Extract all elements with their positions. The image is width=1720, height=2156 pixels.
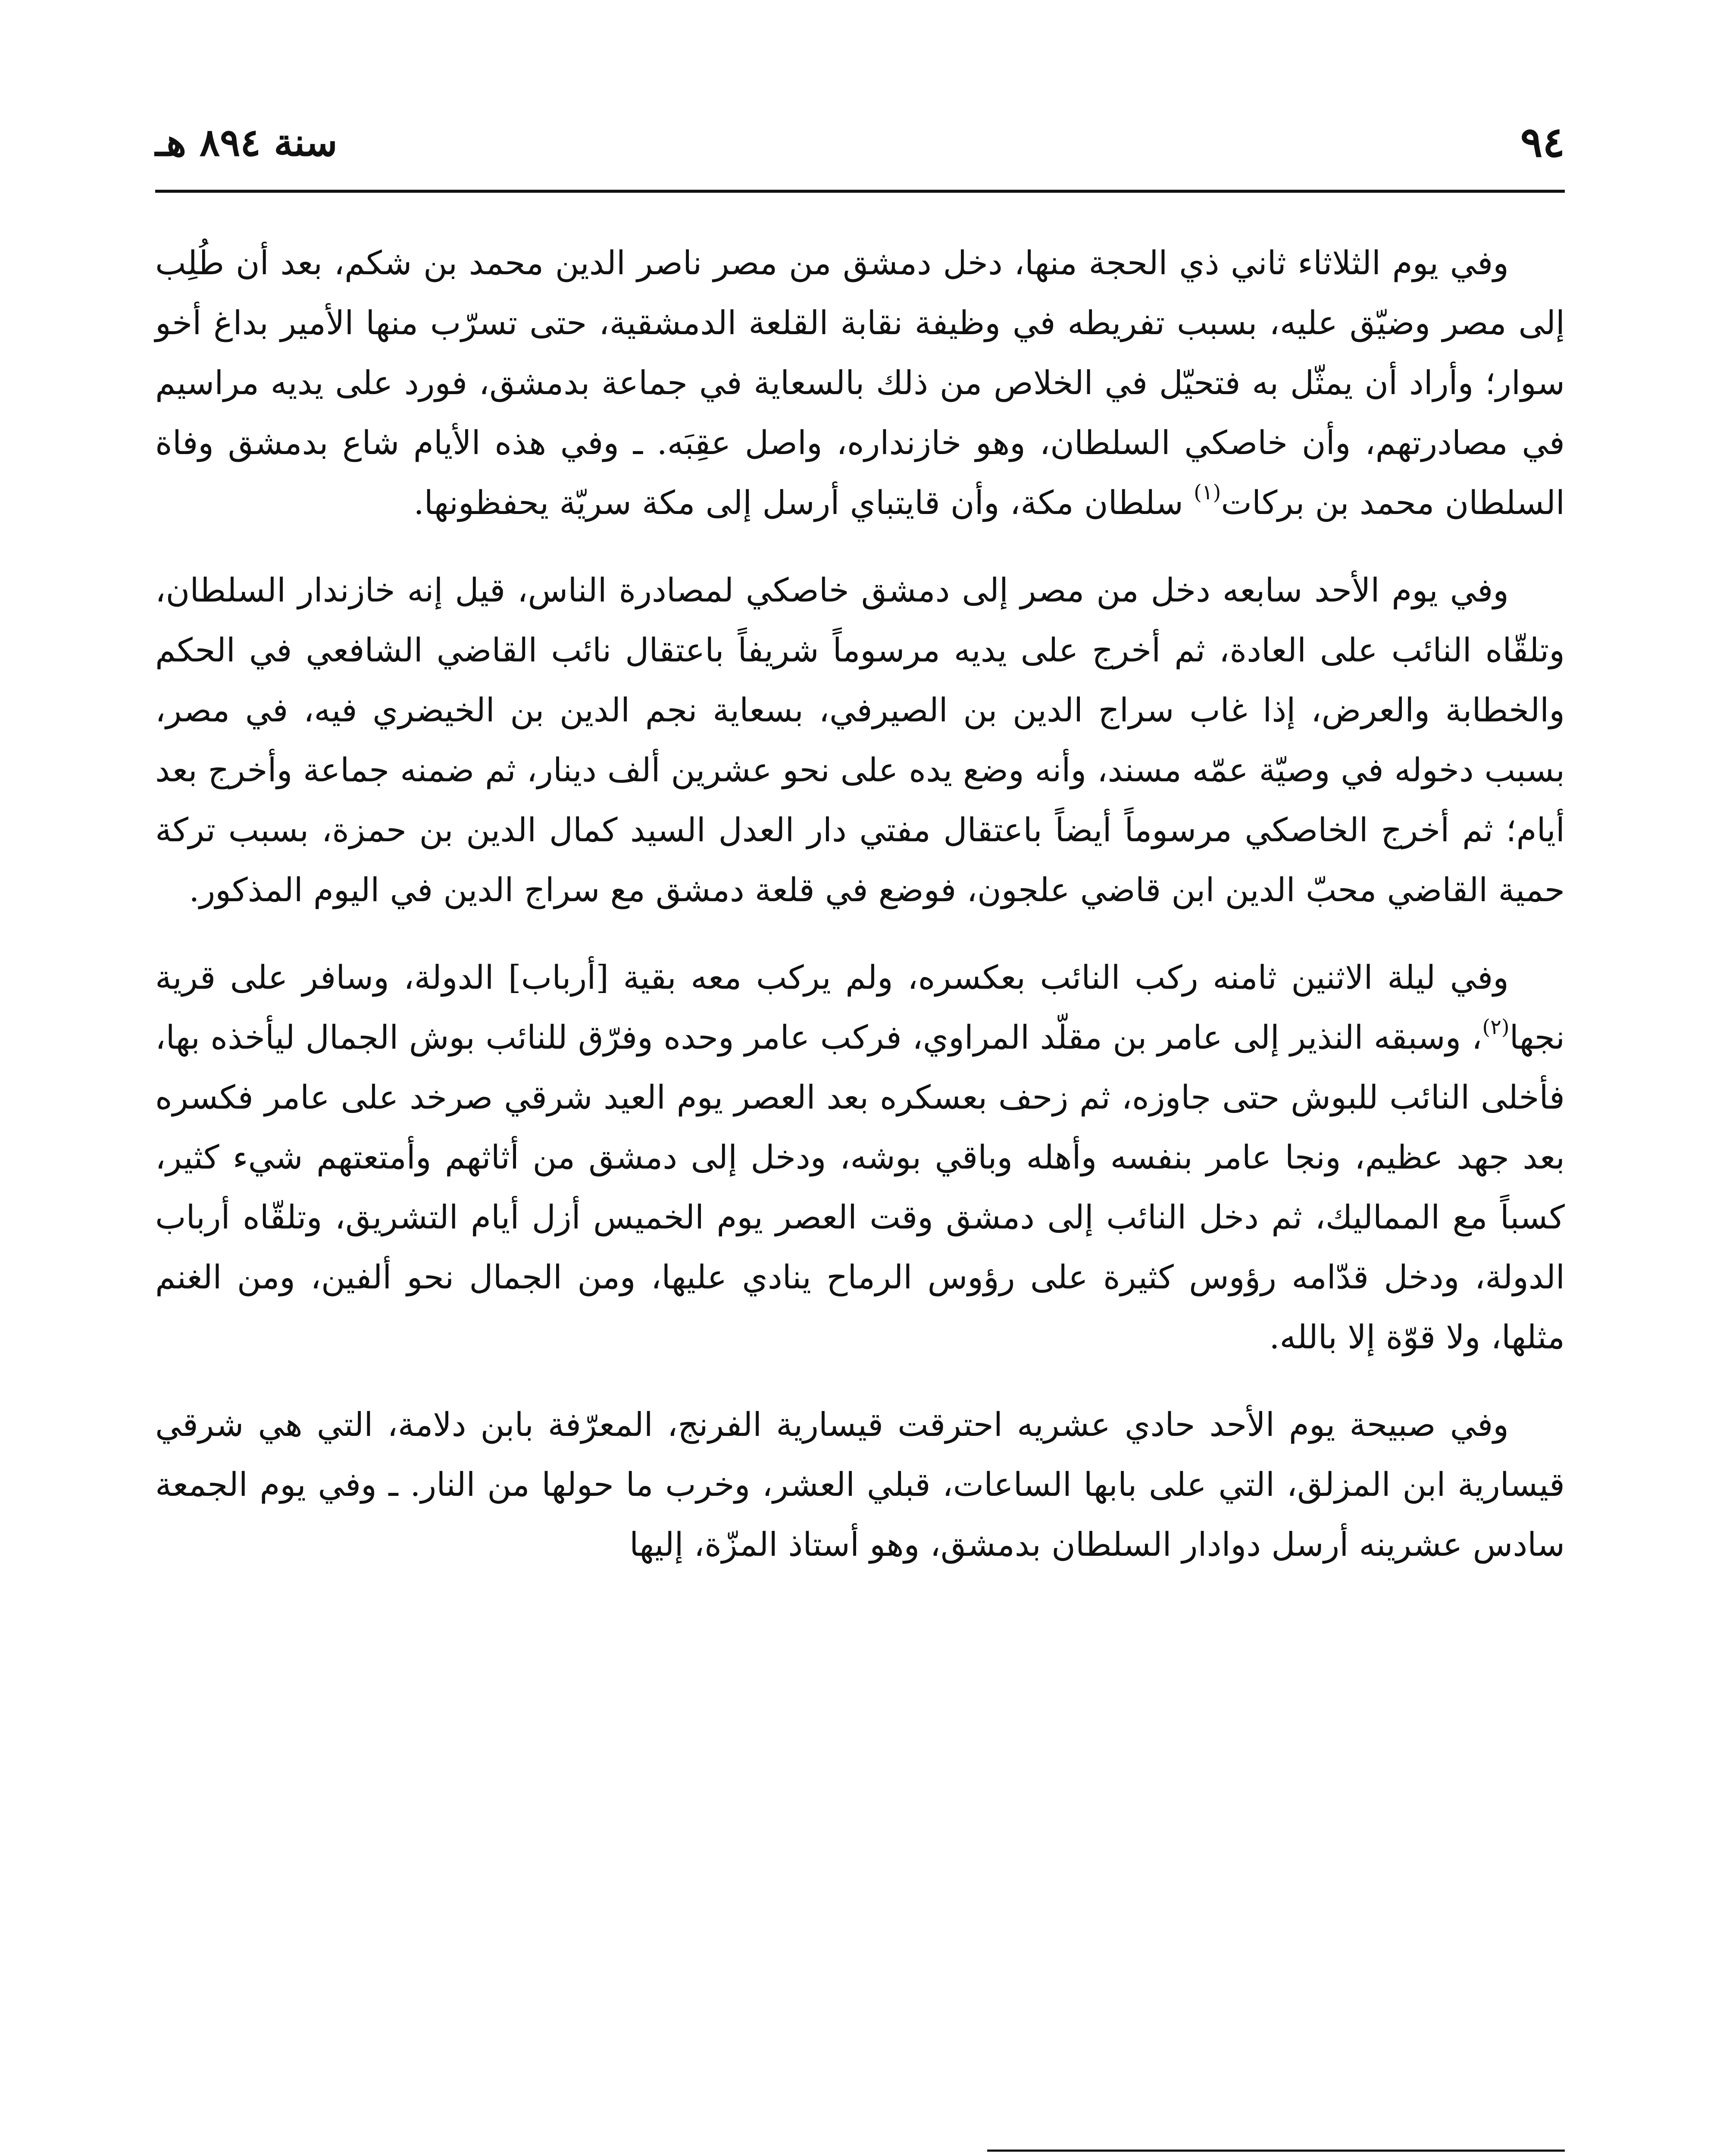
- footnote-separator: [987, 2150, 1565, 2152]
- paragraph: [155, 947, 1565, 1367]
- header-rule: [155, 190, 1565, 193]
- page-header: [155, 108, 1565, 172]
- paragraph: [155, 560, 1565, 920]
- running-head-year: سنة ٨٩٤ هـ: [155, 120, 338, 165]
- paragraph-text: وفي يوم الثلاثاء ثاني ذي الحجة منها، دخل دمشق من مصر ناصر الدين محمد بن شكم، بعد أن طُلِب إلى مصر وضيّق عليه، بسبب تفريطه في وظيفة نقابة القلعة الدمشقية، حتى تسرّب منها الأمير بداغ أخو سوار؛ وأراد أن يمثّل به فتحيّل في الخلاص من ذلك بالسعاية في جماعة بدمشق، فورد على يديه مراسيم في مصادرتهم، وأن خاصكي السلطان، وهو خازنداره، واصل عقِبَه. ـ وفي هذه الأيام شاع بدمشق وفاة السلطان محمد بن بركات: [155, 244, 1565, 522]
- footnote-reference[interactable]: (٢): [1482, 1015, 1510, 1039]
- paragraph-text: سلطان مكة، وأن قايتباي أرسل إلى مكة سريّة يحفظونها.: [413, 483, 1194, 522]
- paragraph-text: وفي ليلة الاثنين ثامنه ركب النائب بعكسره، ولم يركب معه بقية [أرباب] الدولة، وسافر على قرية نجها: [155, 958, 1565, 1056]
- page-number: ٩٤: [1520, 118, 1565, 166]
- footnote-reference[interactable]: (١): [1194, 480, 1221, 505]
- paragraph: [155, 1395, 1565, 1574]
- main-text: [155, 233, 1565, 1602]
- paragraph: [155, 233, 1565, 533]
- paragraph-text: وفي يوم الأحد سابعه دخل من مصر إلى دمشق خاصكي لمصادرة الناس، قيل إنه خازندار السلطان، وتلقّاه النائب على العادة، ثم أخرج على يديه مرسوماً شريفاً باعتقال نائب القاضي الشافعي في الحكم والخطابة والعرض، إذا غاب سراج الدين بن الصيرفي، بسعاية نجم الدين بن الخيضري فيه، في مصر، بسبب دخوله في وصيّة عمّه مسند، وأنه وضع يده على نحو عشرين ألف دينار، ثم ضمنه جماعة وأخرج بعد أيام؛ ثم أخرج الخاصكي مرسوماً أيضاً باعتقال مفتي دار العدل السيد كمال الدين بن حمزة، بسبب تركة حمية القاضي محبّ الدين ابن قاضي علجون، فوضع في قلعة دمشق مع سراج الدين في اليوم المذكور.: [155, 571, 1565, 909]
- paragraph-text: ، وسبقه النذير إلى عامر بن مقلّد المراوي، فركب عامر وحده وفرّق للنائب بوش الجمال ليأخذه بها، فأخلى النائب للبوش حتى جاوزه، ثم زحف بعسكره بعد العصر يوم العيد شرقي صرخد على عامر فكسره بعد جهد عظيم، ونجا عامر بنفسه وأهله وباقي بوشه، ودخل إلى دمشق من أثاثهم وأمتعتهم شيء كثير، كسباً مع المماليك، ثم دخل النائب إلى دمشق وقت العصر يوم الخميس أزل أيام التشريق، وتلقّاه أرباب الدولة، ودخل قدّامه رؤوس كثيرة على رؤوس الرماح ينادي عليها، ومن الجمال نحو ألفين، ومن الغنم مثلها، ولا قوّة إلا بالله.: [155, 1018, 1565, 1356]
- paragraph-text: وفي صبيحة يوم الأحد حادي عشريه احترقت قيسارية الفرنج، المعرّفة بابن دلامة، التي هي شرقي قيسارية ابن المزلق، التي على بابها الساعات، قبلي العشر، وخرب ما حولها من النار. ـ وفي يوم الجمعة سادس عشرينه أرسل دوادار السلطان بدمشق، وهو أستاذ المزّة، إليها: [155, 1405, 1565, 1564]
